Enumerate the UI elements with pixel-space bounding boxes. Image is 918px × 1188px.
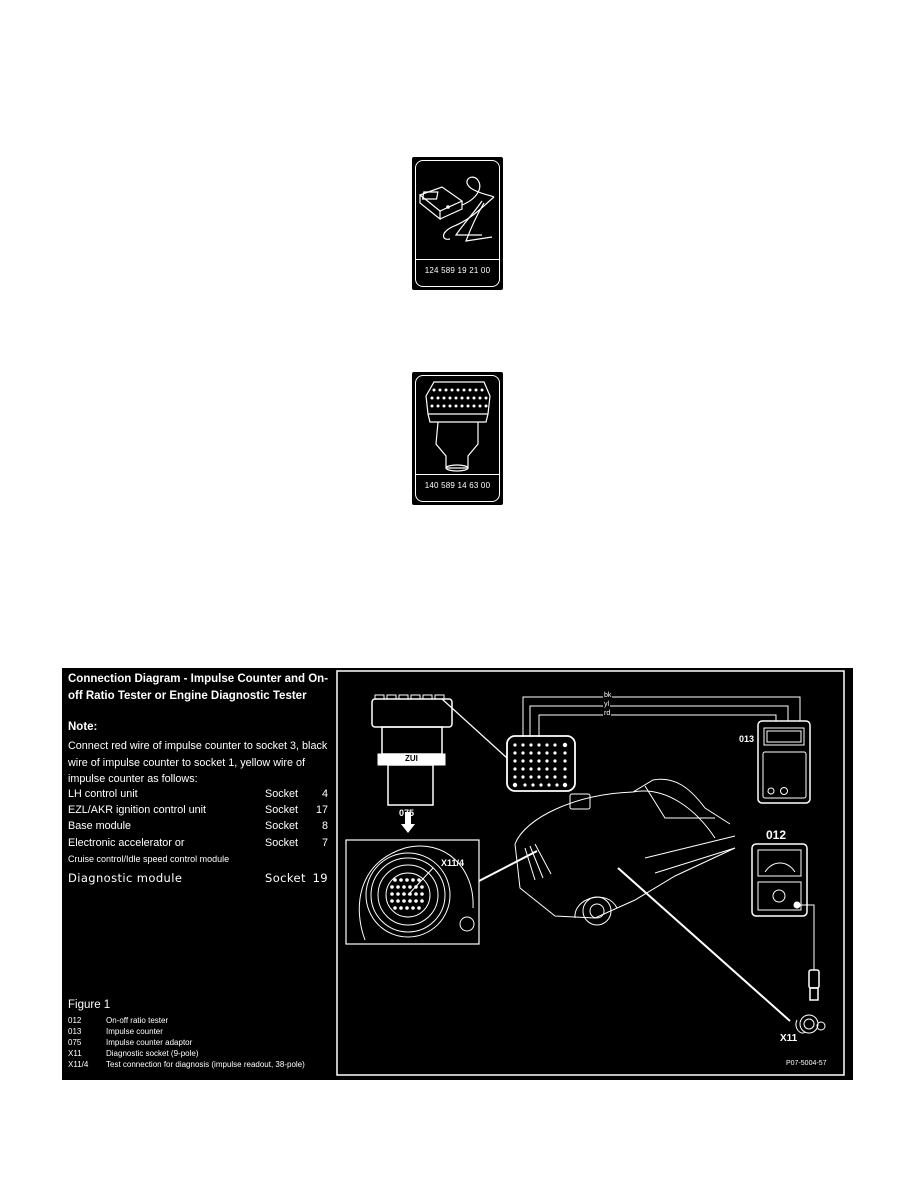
socket-device: Electronic accelerator or bbox=[68, 837, 185, 849]
legend-description: Diagnostic socket (9-pole) bbox=[106, 1049, 199, 1058]
socket-device: EZL/AKR ignition control unit bbox=[68, 804, 207, 816]
wire-label-black: bk bbox=[604, 692, 612, 699]
wire-label-red: rd bbox=[604, 710, 611, 717]
socket-device: Diagnostic module bbox=[68, 871, 183, 885]
legend-description: On-off ratio tester bbox=[106, 1016, 169, 1025]
socket-number: 8 bbox=[321, 820, 328, 832]
legend-code: 013 bbox=[68, 1027, 82, 1036]
socket-number: 19 bbox=[312, 871, 328, 885]
socket-sub-note: Cruise control/Idle speed control module bbox=[68, 854, 230, 864]
socket-row bbox=[68, 837, 328, 853]
socket-label: Socket bbox=[265, 788, 299, 800]
socket-row bbox=[68, 788, 328, 804]
socket-row bbox=[68, 804, 328, 820]
socket-label: Socket bbox=[265, 837, 299, 849]
tool-part-number: 124 589 19 21 00 bbox=[424, 266, 491, 275]
label-075: 075 bbox=[399, 808, 415, 818]
socket-row bbox=[68, 871, 328, 887]
label-x11: X11 bbox=[780, 1033, 798, 1044]
legend-row bbox=[68, 1049, 348, 1060]
legend-code: 075 bbox=[68, 1038, 82, 1047]
socket-label: Socket bbox=[265, 871, 306, 885]
legend-description: Impulse counter adaptor bbox=[106, 1038, 193, 1047]
socket-label: Socket bbox=[265, 804, 299, 816]
photo-number: P07-5004-57 bbox=[786, 1060, 827, 1067]
label-x11-4: X11/4 bbox=[441, 858, 465, 868]
tool-card-adaptor bbox=[412, 372, 503, 505]
legend-row bbox=[68, 1060, 348, 1071]
socket-device: LH control unit bbox=[68, 788, 138, 800]
label-013: 013 bbox=[739, 734, 755, 744]
diagram-title: Connection Diagram - Impulse Counter and On-off Ratio Tester or Engine Diagnostic Tester bbox=[68, 673, 329, 702]
socket-device: Base module bbox=[68, 820, 132, 832]
tool-part-number: 140 589 14 63 00 bbox=[424, 481, 491, 490]
wiring-illustration bbox=[335, 668, 853, 1080]
wire-label-yellow: yl bbox=[604, 701, 610, 708]
legend-code: X11 bbox=[68, 1049, 82, 1058]
legend-description: Test connection for diagnosis (impulse readout, 38-pole) bbox=[106, 1060, 305, 1069]
figure-title: Figure 1 bbox=[68, 999, 111, 1011]
connection-diagram bbox=[62, 668, 853, 1080]
diagram-text-panel bbox=[62, 668, 335, 1080]
socket-number: 17 bbox=[315, 804, 328, 816]
socket-label: Socket bbox=[265, 820, 299, 832]
legend-code: 012 bbox=[68, 1016, 82, 1025]
legend-row bbox=[68, 1027, 348, 1038]
diagram-illustration bbox=[335, 668, 853, 1080]
socket-number: 7 bbox=[321, 837, 328, 849]
legend-description: Impulse counter bbox=[106, 1027, 163, 1036]
label-012: 012 bbox=[766, 828, 787, 842]
tool-card-impulse-counter bbox=[412, 157, 503, 290]
socket-number: 4 bbox=[321, 788, 328, 800]
legend-row bbox=[68, 1038, 348, 1049]
legend-row bbox=[68, 1016, 348, 1027]
adaptor-band-label: ZUI bbox=[405, 754, 418, 763]
legend-code: X11/4 bbox=[68, 1060, 89, 1069]
note-text: Connect red wire of impulse counter to socket 3, black wire of impulse counter to socket 1, yellow wire of impulse counter as follows: bbox=[68, 740, 328, 785]
socket-row bbox=[68, 820, 328, 836]
note-label: Note: bbox=[68, 721, 98, 733]
